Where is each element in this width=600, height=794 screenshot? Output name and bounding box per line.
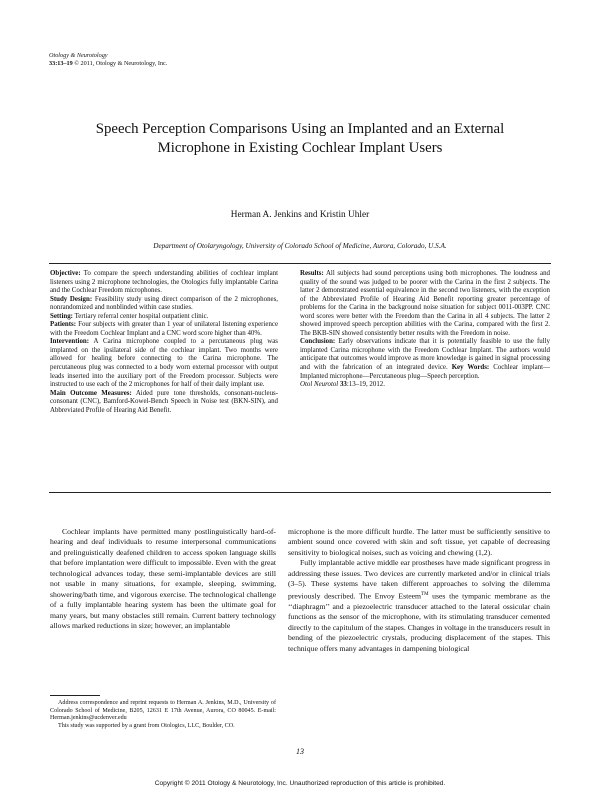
footnote-rule	[50, 695, 100, 696]
footnote-address: Address correspondence and reprint requests to Herman A. Jenkins, M.D., University of Colorado School of Medicine, B205, 12631 E 17th Avenue, Aurora, CO 80045. E-mail: Herman.jenkins@ucdenver.edu	[50, 700, 276, 722]
body-paragraph: Fully implantable active middle ear prostheses have made significant progress in addressing these issues. Two devices are currently marketed and/or in clinical trials (3–5). These systems have taken different approaches to solving the dilemma previously described. The Envoy Esteem™ uses the tympanic membrane as the ‘‘diaphragm’’ and a piezoelectric transducer attached to the lateral ossicular chain functions as the sensor of the microphone, with its stimulating transducer cemented directly to the capitulum of the stapes. Changes in voltage in the transducers result in bending of the piezoelectric crystals, producing displacement of the stapes. This technique offers many advantages in dampening biological	[288, 558, 550, 653]
affiliation: Department of Otolaryngology, University of Colorado School of Medicine, Aurora, Colorado, U.S.A.	[153, 242, 447, 250]
body-left-column	[50, 527, 276, 632]
journal-name: Otology & Neurotology	[49, 52, 108, 59]
journal-copyright: © 2011, Otology & Neurotology, Inc.	[74, 59, 168, 67]
abstract-left-column	[50, 270, 278, 415]
copyright-footer: Copyright © 2011 Otology & Neurotology, Inc. Unauthorized reproduction of this article is prohibited.	[154, 780, 446, 787]
abstract-citation: Otol Neurotol 33:13–19, 2012.	[300, 381, 385, 389]
body-right-column	[288, 527, 550, 654]
abstract-top-rule	[49, 263, 551, 264]
abstract-bottom-rule	[49, 492, 551, 493]
body-paragraph: Cochlear implants have permitted many postlinguistically hard-of-hearing and deaf individuals to resume interpersonal communications and prelinguistically deafened children to access spoken language skills that before implantation were difficult to impossible. Even with the great technological advances today, these semi-implantable devices are still not usable in many situations, for example, sleeping, swimming, showering/bath time, and vigorous exercise. The technological challenge of a fully implantable hearing system has been the ultimate goal for many years, but many obstacles still remain. Current battery technology allows marked reductions in size; however, an implantable	[50, 527, 276, 631]
body-paragraph: microphone is the more difficult hurdle. The latter must be sufficiently sensitive to ambient sound once covered with skin and soft tissue, yet capable of decreasing sensitivity to biological noises, such as voicing and chewing (1,2).	[288, 527, 550, 557]
abstract-intervention: Intervention: A Carina microphone coupled to a percutaneous plug was implanted on the ipsilateral side of the cochlear implant. Two months were allowed for healing before connecting to the Carina microphone. The percutaneous plug was connected to a body worn external processor with output leads inserted into the auxiliary port of the Freedom processor. Subjects were instructed to use each of the 2 microphones for half of their daily implant use.	[50, 338, 278, 389]
abstract-patients: Patients: Four subjects with greater than 1 year of unilateral listening experience with the Freedom Cochlear Implant and a CNC word score higher than 40%.	[50, 321, 279, 337]
footnote-support: This study was supported by a grant from Otologics, LLC, Boulder, CO.	[58, 723, 235, 730]
abstract-setting: Setting: Tertiary referral center hospital outpatient clinic.	[50, 312, 209, 320]
abstract-outcome: Main Outcome Measures: Aided pure tone thresholds, consonant-nucleus-consonant (CNC), Bamford-Kowel-Bench Speech in Noise test (BKN-SIN), and Abbreviated Profile of Hearing Aid Benefit.	[50, 389, 278, 414]
authors: Herman A. Jenkins and Kristin Uhler	[230, 210, 370, 220]
article-title: Speech Perception Comparisons Using an Implanted and an External Microphone in Existing Cochlear Implant Users	[95, 121, 505, 156]
trademark-mark: TM	[421, 591, 429, 597]
abstract-design: Study Design: Feasibility study using direct comparison of the 2 microphones, nonrandomized and nonblinded within case studies.	[50, 295, 278, 312]
footnote	[50, 700, 276, 731]
abstract-results: Results: All subjects had sound perceptions using both microphones. The loudness and quality of the sound was judged to be poorer with the Carina in the first 2 subjects. The latter 2 demonstrated essential equivalence in the second two listeners, with the exception of the Abbreviated Profile of Hearing Aid Benefit reporting greater percentage of problems for the Carina in the background noise situation for subject 0011-003PP. CNC word scores were better with the Freedom than the Carina in all 4 subjects. The latter 2 showed improved speech perception abilities with the Carina, compared with the first 2. The BKB-SIN showed consistently better results with the Freedom in noise.	[300, 270, 551, 337]
journal-volume: 33:13–19	[49, 59, 73, 67]
abstract-conclusion: Conclusion: Early observations indicate that it is potentially feasible to use the fully implanted Carina microphone with the Freedom Cochlear Implant. The authors would anticipate that outcomes would improve as more knowledge is gained in signal processing and with the fabrication of an integrated device. Key Words: Cochlear implant—Implanted microphone—Percutaneous plug—Speech perception.	[300, 338, 550, 380]
abstract-right-column	[300, 270, 550, 390]
abstract-objective: Objective: To compare the speech understanding abilities of cochlear implant listeners using 2 microphone technologies, the Otologics fully implantable Carina and the Cochlear Freedom microphones.	[50, 270, 278, 295]
journal-header	[49, 52, 167, 67]
page-number: 13	[296, 747, 304, 756]
